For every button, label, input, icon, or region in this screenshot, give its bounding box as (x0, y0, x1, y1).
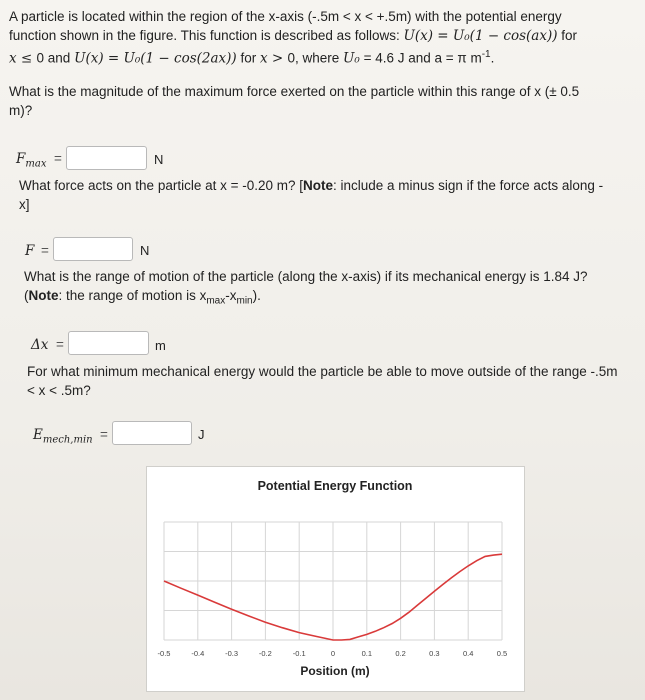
emech-unit: J (198, 427, 205, 442)
q3-sub-min: min (236, 295, 253, 307)
x-tick-label: -0.5 (157, 649, 171, 658)
x-tick-label: 0.2 (395, 649, 406, 658)
emech-label (33, 426, 93, 450)
range-answer-input[interactable] (68, 331, 149, 355)
force-unit: N (140, 243, 150, 258)
chart-svg (147, 467, 524, 691)
question-4-text-cont: < x < .5m? (27, 383, 91, 398)
equals-sign: = (100, 427, 108, 442)
u0-symbol: U₀ (343, 50, 360, 67)
question-4-text: For what minimum mechanical energy would the particle be able to move outside of the range -.5m (27, 364, 618, 379)
question-1-text-cont: m)? (9, 103, 33, 118)
equals-sign: = (54, 151, 62, 166)
intro-text: = 4.6 J and a = π m (359, 50, 482, 66)
q3-note: Note (28, 288, 59, 303)
fmax-label (16, 150, 46, 174)
q3-text: ( (24, 288, 29, 303)
question-1-text: What is the magnitude of the maximum force exerted on the particle within this range of x (± 0.5 (9, 84, 580, 99)
fmax-symbol: F (16, 151, 26, 167)
intro-text: . (490, 50, 495, 66)
fmax-subscript: max (25, 158, 47, 170)
x-tick-label: -0.1 (292, 649, 306, 658)
question-2-text-cont: x] (19, 197, 30, 212)
q2-text: : include a minus sign if the force acts along - (333, 178, 604, 193)
fmax-answer-input[interactable] (66, 146, 147, 170)
range-unit: m (155, 338, 166, 353)
formula-negative-x: U(x) = U₀(1 − cos(ax)) (403, 28, 558, 44)
x-axis-label: Position (m) (300, 664, 370, 678)
q2-note: Note (303, 178, 334, 193)
intro-line-1: A particle is located within the region of the x-axis (-.5m < x < +.5m) with the potential energy (9, 9, 562, 24)
x-tick-label: 0.1 (361, 649, 373, 658)
x-tick-label: 0.4 (462, 649, 474, 658)
intro-text: 0 and (36, 50, 75, 66)
condition-positive: x > (259, 50, 288, 67)
x-tick-label: -0.2 (258, 649, 272, 658)
equals-sign: = (56, 337, 64, 352)
q3-sub-max: max (206, 295, 226, 307)
formula-positive-x: U(x) = U₀(1 − cos(2ax)) (74, 50, 237, 67)
x-tick-label: -0.3 (225, 649, 239, 658)
question-3-text-cont (24, 287, 261, 311)
chart-title: Potential Energy Function (257, 479, 413, 493)
question-2-text (19, 177, 603, 195)
intro-text: for (236, 50, 260, 66)
q3-text: : the range of motion is x (58, 288, 207, 303)
x-tick-label: 0.5 (496, 649, 508, 658)
emech-symbol: E (33, 427, 43, 443)
x-tick-label: 0.3 (429, 649, 440, 658)
emech-subscript: mech,min (42, 434, 93, 446)
force-symbol: F (25, 243, 35, 259)
intro-line-2 (9, 27, 577, 45)
x-tick-label: -0.4 (191, 649, 205, 658)
fmax-unit: N (154, 152, 164, 167)
q3-text: -x (225, 288, 237, 303)
question-3-text: What is the range of motion of the particle (along the x-axis) if its mechanical energy is 1.84 J? (24, 269, 588, 284)
q2-text: What force acts on the particle at x = -0.20 m? [ (19, 178, 304, 193)
potential-energy-chart (146, 466, 525, 692)
force-answer-input[interactable] (53, 237, 133, 261)
intro-text: for (557, 28, 578, 43)
emech-answer-input[interactable] (112, 421, 192, 445)
delta-x-symbol: Δx (31, 337, 49, 353)
exponent: -1 (481, 49, 491, 60)
intro-text: 0, where (287, 50, 344, 66)
q3-text: ). (252, 288, 261, 303)
intro-text: function shown in the figure. This function is described as follows: (9, 28, 404, 43)
condition-negative: x ≤ (9, 50, 37, 67)
equals-sign: = (41, 243, 49, 258)
x-tick-label: 0 (330, 649, 336, 658)
intro-line-3 (9, 46, 494, 68)
